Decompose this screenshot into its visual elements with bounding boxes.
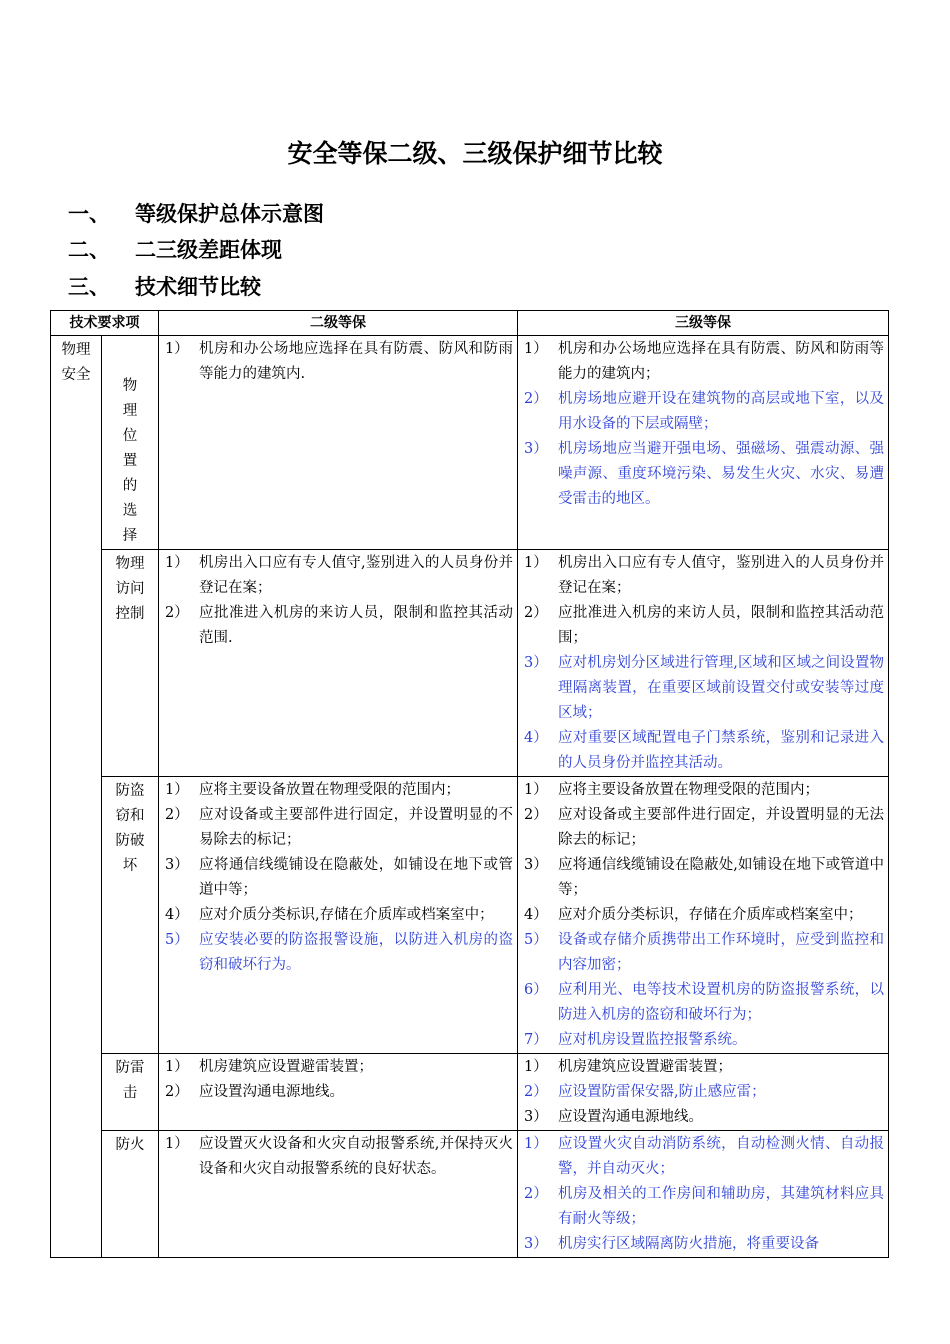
item-text: 应对机房划分区域进行管理,区域和区域之间设置物理隔离装置，在重要区域前设置交付或安装等过度区域； xyxy=(558,655,884,721)
level2-cell xyxy=(159,550,518,777)
list-item xyxy=(524,437,884,512)
item-number: 3） xyxy=(524,441,548,457)
list-item xyxy=(524,1028,884,1053)
list-item xyxy=(165,1132,513,1182)
item-number: 1） xyxy=(165,1136,189,1152)
item-number: 5） xyxy=(165,932,189,948)
item-text: 应对设备或主要部件进行固定，并设置明显的无法除去的标记； xyxy=(558,807,884,848)
table-row xyxy=(51,550,889,777)
item-text: 应设置沟通电源地线。 xyxy=(558,1109,703,1125)
list-item xyxy=(524,387,884,437)
list-item xyxy=(524,803,884,853)
list-item xyxy=(165,337,513,387)
table-row xyxy=(51,1131,889,1258)
item-text: 应对设备或主要部件进行固定，并设置明显的不易除去的标记； xyxy=(199,807,513,848)
item-number: 1） xyxy=(524,1059,548,1075)
item-text: 应设置防雷保安器,防止感应雷； xyxy=(558,1084,766,1100)
list-item xyxy=(524,1080,884,1105)
table-row xyxy=(51,777,889,1054)
level2-cell xyxy=(159,1131,518,1258)
item-number: 3） xyxy=(524,1109,548,1125)
item-text: 机房和办公场地应选择在具有防震、防风和防雨等能力的建筑内. xyxy=(199,341,513,382)
level2-cell xyxy=(159,1054,518,1131)
requirement-name: 防火 xyxy=(115,1137,145,1153)
section-text: 二三级差距体现 xyxy=(135,238,282,262)
list-item xyxy=(524,978,884,1028)
list-item xyxy=(524,928,884,978)
item-number: 1） xyxy=(165,782,189,798)
item-number: 1） xyxy=(165,341,189,357)
item-text: 设备或存储介质携带出工作环境时，应受到监控和内容加密； xyxy=(558,932,884,973)
list-item xyxy=(165,601,513,651)
list-item xyxy=(524,1055,884,1080)
section-number: 三、 xyxy=(68,275,110,299)
item-text: 应利用光、电等技术设置机房的防盗报警系统，以防进入机房的盗窃和破坏行为； xyxy=(558,982,884,1023)
item-number: 2） xyxy=(524,1186,548,1202)
item-text: 应设置灭火设备和火灾自动报警系统,并保持灭火设备和火灾自动报警系统的良好状态。 xyxy=(199,1136,513,1177)
item-number: 4） xyxy=(165,907,189,923)
item-text: 应设置火灾自动消防系统，自动检测火情、自动报警，并自动灭火； xyxy=(558,1136,884,1177)
requirement-name: 防雷击 xyxy=(115,1060,145,1101)
category-cell xyxy=(51,336,102,1258)
list-item xyxy=(165,778,513,803)
requirement-name-cell xyxy=(102,336,159,550)
item-number: 1） xyxy=(524,1136,548,1152)
requirement-name-cell xyxy=(102,550,159,777)
item-number: 1） xyxy=(165,1059,189,1075)
table-row xyxy=(51,336,889,550)
item-number: 3） xyxy=(165,857,189,873)
section-heading-3 xyxy=(68,271,261,301)
list-item xyxy=(165,551,513,601)
item-number: 2） xyxy=(524,605,548,621)
requirement-name: 物理位置的选择 xyxy=(122,378,138,544)
comparison-table xyxy=(50,310,889,1258)
level2-cell xyxy=(159,777,518,1054)
item-text: 机房及相关的工作房间和辅助房，其建筑材料应具有耐火等级； xyxy=(558,1186,884,1227)
list-item xyxy=(524,337,884,387)
requirement-name: 物理访问控制 xyxy=(115,556,145,622)
list-item xyxy=(524,1105,884,1130)
item-text: 应对介质分类标识，存储在介质库或档案室中； xyxy=(558,907,863,923)
section-number: 二、 xyxy=(68,238,110,262)
item-text: 应安装必要的防盗报警设施，以防进入机房的盗窃和破坏行为。 xyxy=(199,932,513,973)
level3-cell xyxy=(518,1131,889,1258)
item-number: 2） xyxy=(524,391,548,407)
item-number: 2） xyxy=(165,605,189,621)
item-text: 应将通信线缆铺设在隐蔽处,如铺设在地下或管道中等； xyxy=(558,857,884,898)
level2-cell xyxy=(159,336,518,550)
item-number: 1） xyxy=(524,341,548,357)
list-item xyxy=(524,903,884,928)
item-text: 应将通信线缆铺设在隐蔽处，如铺设在地下或管道中等； xyxy=(199,857,513,898)
level3-cell xyxy=(518,550,889,777)
item-text: 应对机房设置监控报警系统。 xyxy=(558,1032,747,1048)
header-requirement: 技术要求项 xyxy=(51,311,159,336)
item-number: 1） xyxy=(524,782,548,798)
list-item xyxy=(165,1080,513,1105)
list-item xyxy=(165,1055,513,1080)
item-number: 6） xyxy=(524,982,548,998)
list-item xyxy=(524,726,884,776)
item-text: 应设置沟通电源地线。 xyxy=(199,1084,344,1100)
page-title: 安全等保二级、三级保护细节比较 xyxy=(287,139,663,168)
requirement-name: 防盗窃和防破坏 xyxy=(115,783,145,874)
item-number: 2） xyxy=(524,1084,548,1100)
item-text: 机房场地应避开设在建筑物的高层或地下室，以及用水设备的下层或隔壁； xyxy=(558,391,884,432)
table-header-row xyxy=(51,311,889,336)
item-text: 应对重要区域配置电子门禁系统，鉴别和记录进入的人员身份并监控其活动。 xyxy=(558,730,884,771)
list-item xyxy=(524,601,884,651)
item-text: 机房实行区域隔离防火措施，将重要设备 xyxy=(558,1236,819,1252)
list-item xyxy=(165,803,513,853)
item-text: 机房和办公场地应选择在具有防震、防风和防雨等能力的建筑内； xyxy=(558,341,884,382)
header-level3: 三级等保 xyxy=(518,311,889,336)
item-number: 7） xyxy=(524,1032,548,1048)
level3-cell xyxy=(518,1054,889,1131)
section-text: 等级保护总体示意图 xyxy=(135,202,324,226)
level3-cell xyxy=(518,336,889,550)
section-text: 技术细节比较 xyxy=(135,275,261,299)
list-item xyxy=(524,1232,884,1257)
category-label: 物理安全 xyxy=(61,342,91,383)
item-number: 5） xyxy=(524,932,548,948)
section-heading-2 xyxy=(68,234,282,264)
item-text: 应将主要设备放置在物理受限的范围内； xyxy=(199,782,460,798)
list-item xyxy=(524,651,884,726)
requirement-name-cell xyxy=(102,1054,159,1131)
item-number: 3） xyxy=(524,857,548,873)
item-text: 应对介质分类标识,存储在介质库或档案室中； xyxy=(199,907,494,923)
item-text: 机房出入口应有专人值守,鉴别进入的人员身份并登记在案； xyxy=(199,555,513,596)
list-item xyxy=(165,853,513,903)
item-number: 1） xyxy=(165,555,189,571)
list-item xyxy=(524,551,884,601)
level3-cell xyxy=(518,777,889,1054)
item-text: 机房出入口应有专人值守，鉴别进入的人员身份并登记在案； xyxy=(558,555,884,596)
item-text: 应批准进入机房的来访人员，限制和监控其活动范围. xyxy=(199,605,513,646)
list-item xyxy=(524,778,884,803)
item-text: 机房场地应当避开强电场、强磁场、强震动源、强噪声源、重度环境污染、易发生火灾、水灾、易遭受雷击的地区。 xyxy=(558,441,884,507)
item-text: 应将主要设备放置在物理受限的范围内； xyxy=(558,782,819,798)
item-number: 3） xyxy=(524,1236,548,1252)
item-number: 2） xyxy=(524,807,548,823)
item-number: 4） xyxy=(524,730,548,746)
item-number: 2） xyxy=(165,807,189,823)
item-text: 机房建筑应设置避雷装置； xyxy=(558,1059,732,1075)
item-number: 2） xyxy=(165,1084,189,1100)
section-heading-1 xyxy=(68,198,324,228)
table-row xyxy=(51,1054,889,1131)
item-text: 应批准进入机房的来访人员，限制和监控其活动范围； xyxy=(558,605,884,646)
list-item xyxy=(165,928,513,978)
list-item xyxy=(524,1132,884,1182)
section-number: 一、 xyxy=(68,202,110,226)
requirement-name-cell xyxy=(102,777,159,1054)
item-text: 机房建筑应设置避雷装置； xyxy=(199,1059,373,1075)
requirement-name-cell xyxy=(102,1131,159,1258)
item-number: 1） xyxy=(524,555,548,571)
item-number: 4） xyxy=(524,907,548,923)
list-item xyxy=(524,1182,884,1232)
header-level2: 二级等保 xyxy=(159,311,518,336)
list-item xyxy=(524,853,884,903)
list-item xyxy=(165,903,513,928)
item-number: 3） xyxy=(524,655,548,671)
